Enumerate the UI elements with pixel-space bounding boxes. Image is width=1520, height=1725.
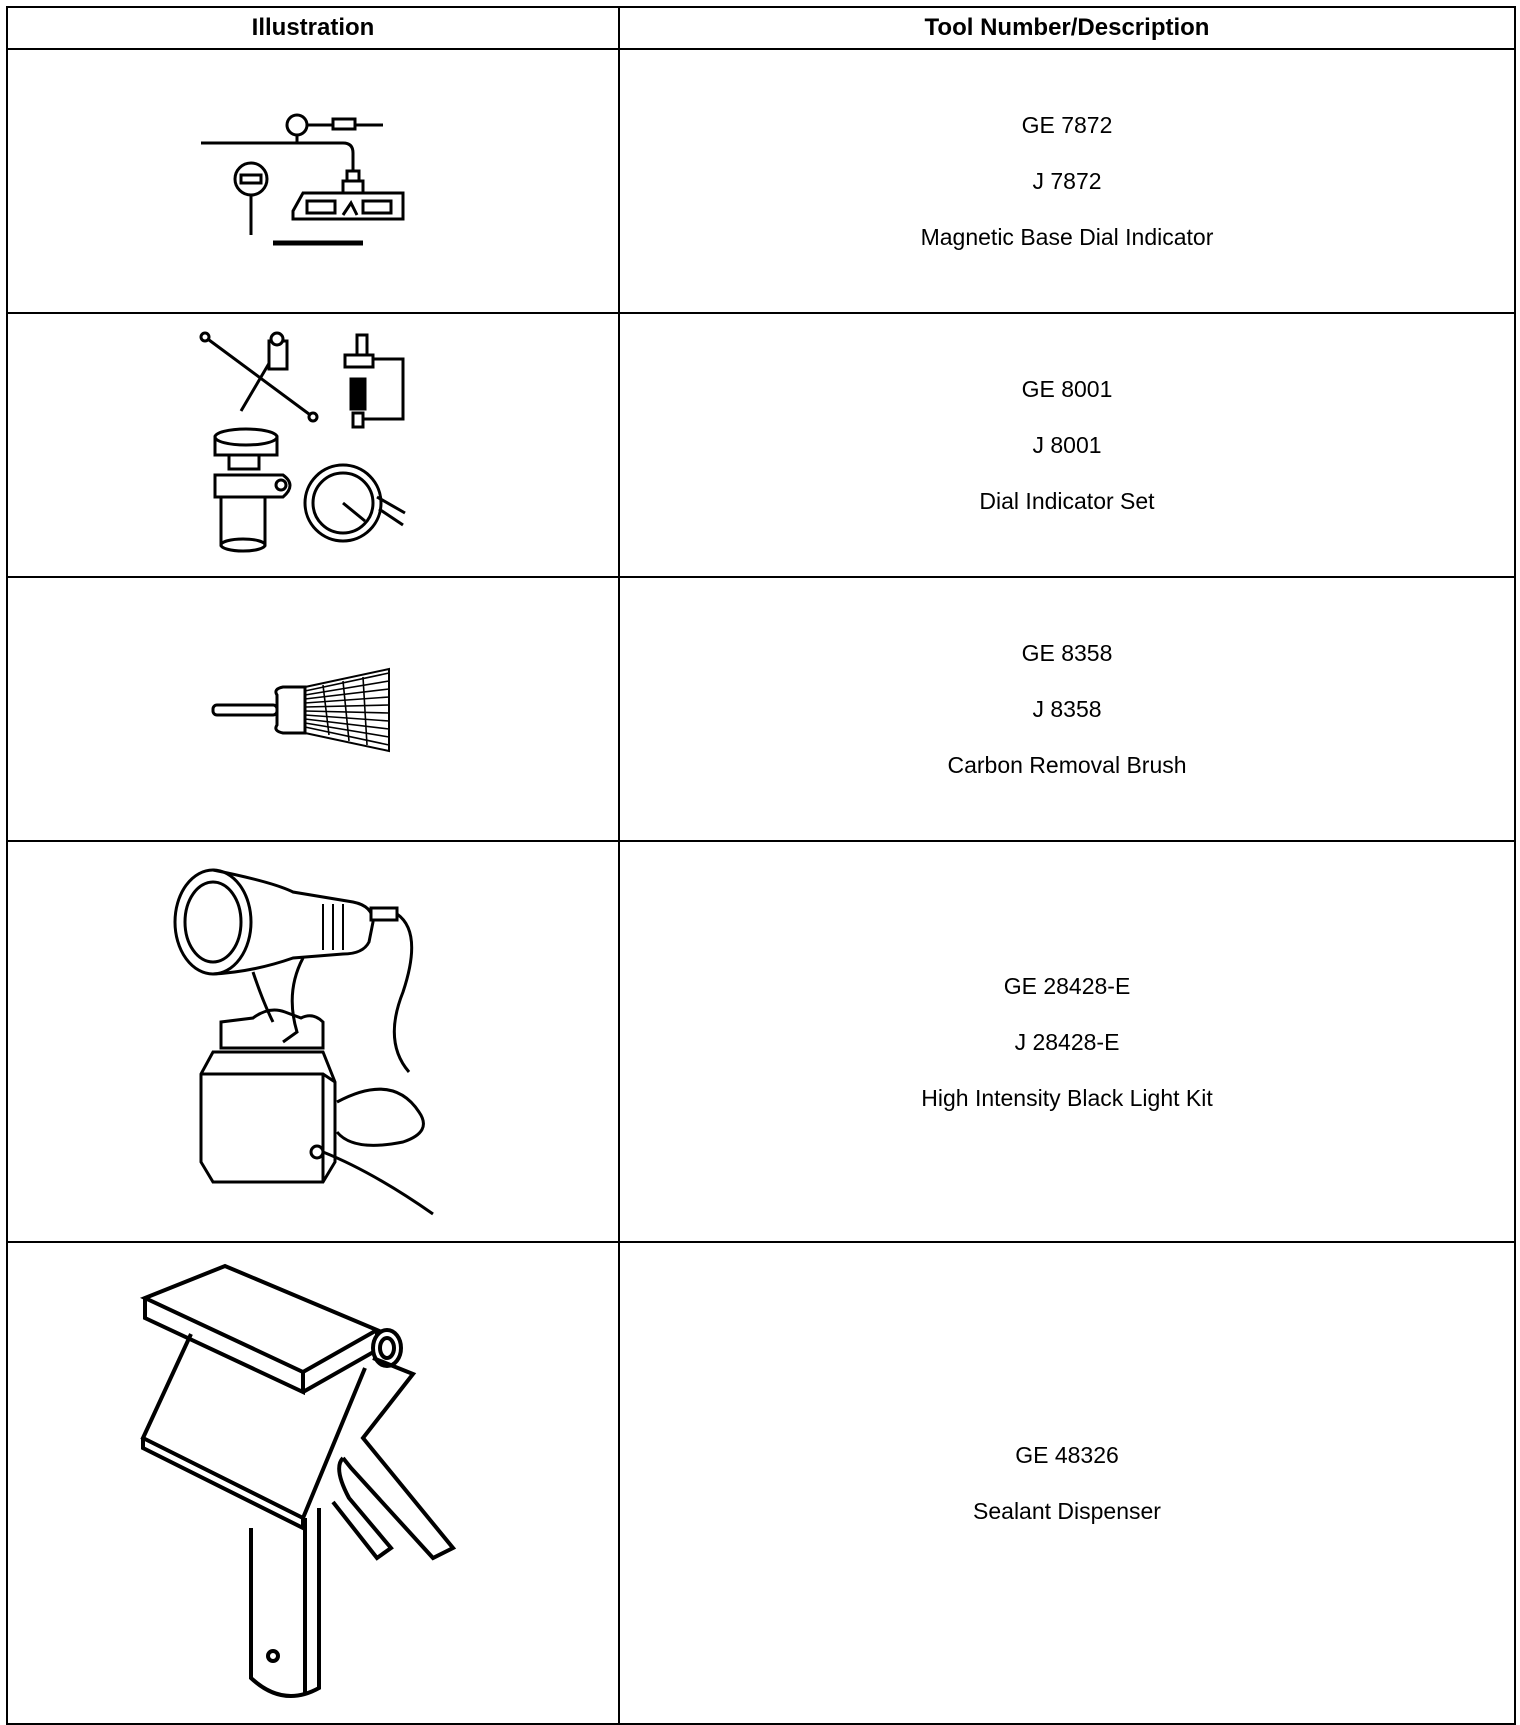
tool-number-ge: GE 8001 [1021,376,1113,402]
table-row [7,841,1515,1242]
tool-description: Sealant Dispenser [973,1498,1161,1524]
tool-number-ge: GE 8358 [1021,640,1113,666]
illustration-cell [7,1242,619,1724]
black-light-kit-icon [173,862,453,1222]
table-row [7,313,1515,577]
tool-table [6,6,1516,1725]
header-row [7,7,1515,49]
table-row [7,1242,1515,1724]
tool-description: Dial Indicator Set [979,488,1155,514]
header-illustration: Illustration [7,7,619,49]
tool-number-ge: GE 48326 [1015,1442,1119,1468]
tool-description: Carbon Removal Brush [947,752,1187,778]
tool-number-j: J 8001 [1032,432,1102,458]
description-cell [619,1242,1515,1724]
illustration-cell [7,49,619,313]
carbon-removal-brush-icon [203,659,423,759]
tool-number-ge: GE 28428-E [1003,972,1131,999]
illustration-cell [7,577,619,841]
header-description: Tool Number/Description [619,7,1515,49]
tool-description: Magnetic Base Dial Indicator [920,224,1214,250]
sealant-dispenser-icon [133,1258,493,1708]
description-cell [619,313,1515,577]
description-cell [619,49,1515,313]
tool-number-j: J 8358 [1032,696,1102,722]
table-row [7,577,1515,841]
tool-description: High Intensity Black Light Kit [921,1084,1213,1111]
illustration-cell [7,841,619,1242]
description-cell [619,577,1515,841]
tool-number-j: J 7872 [1032,168,1102,194]
table-row [7,49,1515,313]
dial-indicator-set-icon [193,325,433,565]
illustration-cell [7,313,619,577]
magnetic-base-dial-indicator-icon [193,111,433,251]
tool-number-j: J 28428-E [1014,1028,1120,1055]
tool-number-ge: GE 7872 [1021,112,1113,138]
description-cell [619,841,1515,1242]
